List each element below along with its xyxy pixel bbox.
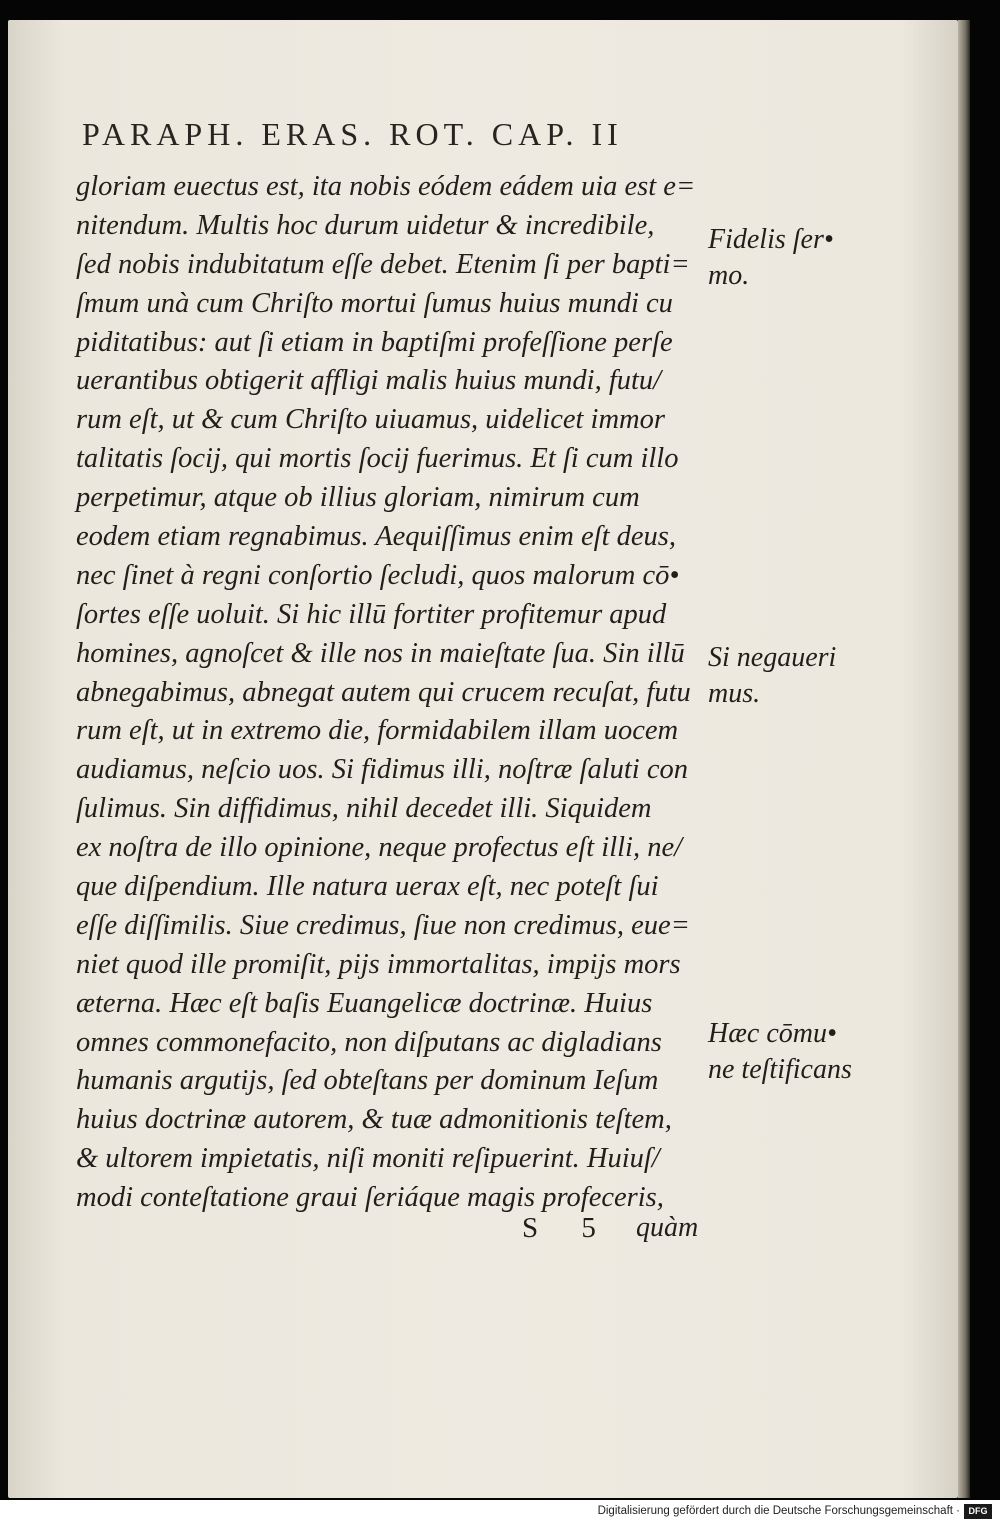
- body-text: [76, 168, 716, 1218]
- text-line: uerantibus obtigerit affligi malis huius mundi, futu/: [76, 365, 662, 397]
- marginal-line: mo.: [708, 260, 750, 291]
- text-line: rum eſt, ut & cum Chriſto uiuamus, uidelicet immor: [76, 404, 665, 436]
- text-line: humanis argutijs, ſed obteſtans per dominum Ieſum: [76, 1065, 659, 1097]
- text-line: ſulimus. Sin diffidimus, nihil decedet illi. Siquidem: [76, 793, 652, 825]
- dfg-logo-icon: DFG: [964, 1504, 992, 1519]
- text-line: perpetimur, atque ob illius gloriam, nimirum cum: [76, 482, 640, 514]
- text-line: ſortes eſſe uoluit. Si hic illū fortiter profitemur apud: [76, 598, 667, 630]
- text-line: huius doctrinæ autorem, & tuæ admonitionis teſtem,: [76, 1104, 672, 1136]
- catchword: quàm: [636, 1212, 699, 1243]
- text-line: æterna. Hæc eſt baſis Euangelicæ doctrinæ. Huius: [76, 987, 653, 1019]
- text-line: rum eſt, ut in extremo die, formidabilem illam uocem: [76, 715, 679, 747]
- text-line: talitatis ſocij, qui mortis ſocij fuerimus. Et ſi cum illo: [76, 443, 679, 475]
- text-line: piditatibus: aut ſi etiam in baptiſmi profeſſione perſe: [76, 326, 673, 358]
- marginal-note-si-negauerimus: [708, 640, 868, 712]
- marginal-note-fidelis: [708, 222, 868, 294]
- text-line: eodem etiam regnabimus. Aequiſſimus enim eſt deus,: [76, 521, 676, 553]
- text-line: ſmum unà cum Chriſto mortui ſumus huius mundi cu: [76, 287, 673, 319]
- marginal-line: ne teſtificans: [708, 1054, 852, 1085]
- text-line: & ultorem impietatis, niſi moniti reſipuerint. Huiuſ/: [76, 1143, 660, 1175]
- footer-bar: [0, 1500, 1000, 1524]
- text-line: ex noſtra de illo opinione, neque profectus eſt illi, ne/: [76, 832, 683, 864]
- text-line: que diſpendium. Ille natura uerax eſt, nec poteſt ſui: [76, 871, 659, 903]
- text-line: gloriam euectus est, ita nobis eódem eádem uia est e=: [76, 171, 696, 202]
- marginal-line: Fidelis ſer•: [708, 224, 834, 255]
- marginal-line: Hæc cōmu•: [708, 1018, 837, 1049]
- text-line: homines, agnoſcet & ille nos in maieſtate ſua. Sin illū: [76, 637, 685, 669]
- page-edge: [958, 20, 970, 1498]
- running-head: PARAPH. ERAS. ROT. CAP. II: [82, 116, 623, 152]
- text-line: ſed nobis indubitatum eſſe debet. Etenim ſi per bapti=: [76, 248, 690, 280]
- text-line: audiamus, neſcio uos. Si fidimus illi, noſtræ ſaluti con: [76, 754, 688, 786]
- marginal-note-haec-commune: [708, 1016, 868, 1088]
- marginal-line: mus.: [708, 678, 761, 709]
- footer-credit: Digitalisierung gefördert durch die Deutsche Forschungsgemeinschaft ·: [597, 1505, 960, 1517]
- text-line: abnegabimus, abnegat autem qui crucem recuſat, futu: [76, 676, 691, 708]
- marginal-line: Si negaueri: [708, 642, 837, 673]
- text-line: omnes commonefacito, non diſputans ac digladians: [76, 1026, 662, 1058]
- signature-mark: S 5: [522, 1212, 614, 1244]
- text-line: nitendum. Multis hoc durum uidetur & incredibile,: [76, 209, 655, 241]
- text-line: nec ſinet à regni conſortio ſecludi, quos malorum cō•: [76, 559, 680, 591]
- text-line: eſſe diſſimilis. Siue credimus, ſiue non credimus, eue=: [76, 909, 690, 941]
- text-line: modi conteſtatione graui ſeriáque magis profeceris,: [76, 1182, 664, 1214]
- text-line: niet quod ille promiſit, pijs immortalitas, impijs mors: [76, 948, 681, 980]
